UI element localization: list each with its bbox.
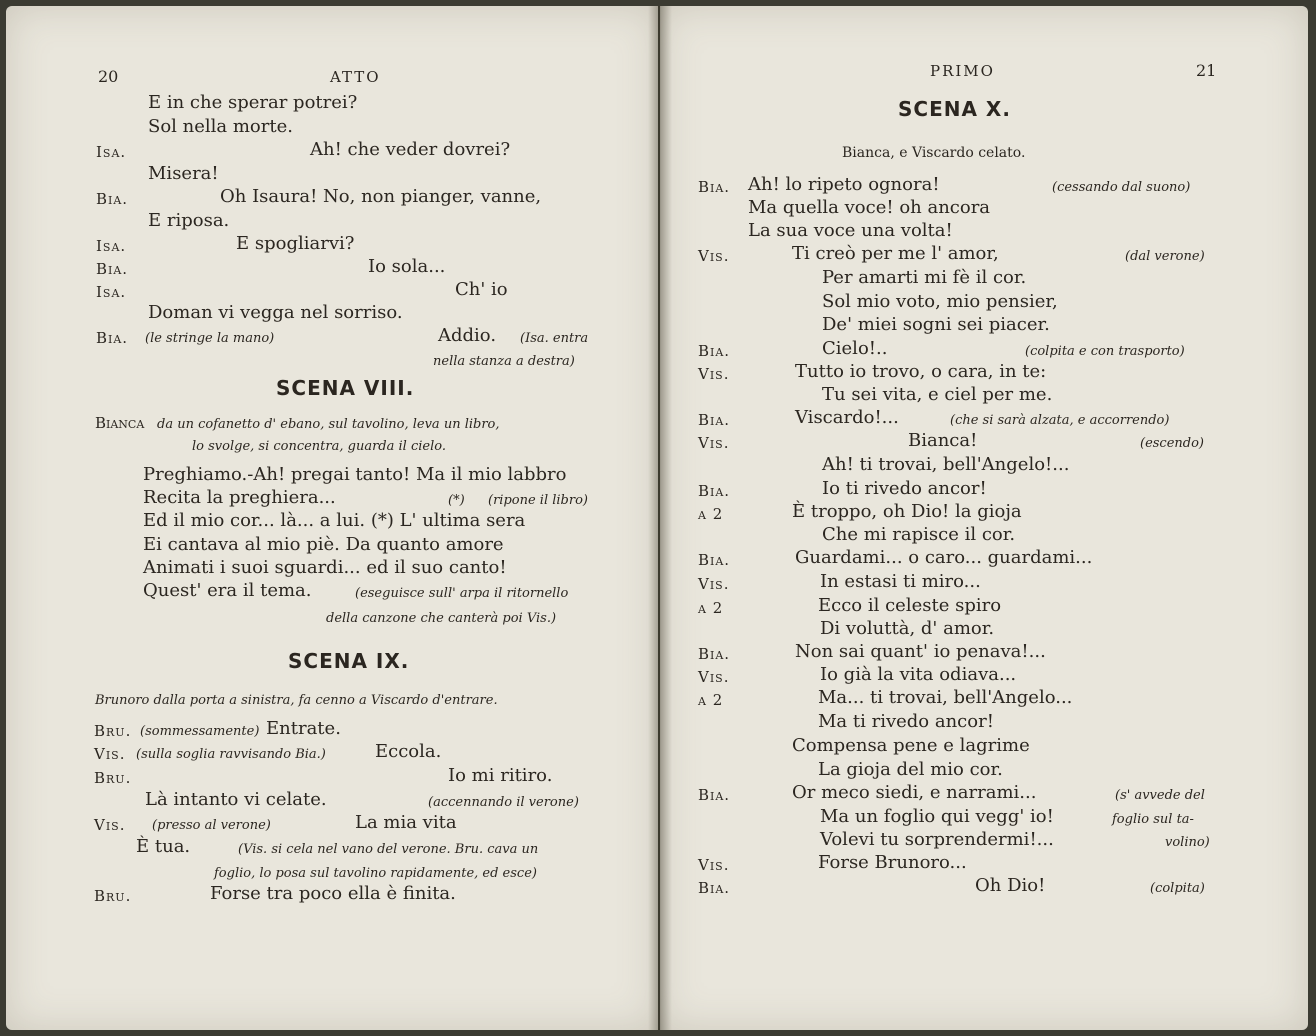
right-speaker: Vis. [698,575,730,593]
right-speaker: a 2 [698,599,724,617]
right-verse-line: La gioja del mio cor. [818,759,1003,780]
right-verse-line: Sol mio voto, mio pensier, [822,291,1058,312]
right-speaker: Bia. [698,879,731,897]
scene-9-speaker: Bru. [94,887,132,905]
left-verse-line: Ah! che veder dovrei? [310,139,511,160]
left-speaker: Bia. [96,260,129,278]
right-stage-direction: (colpita e con trasporto) [1025,344,1185,359]
scene-8-stage-direction: (ripone il libro) [488,493,588,508]
right-stage-direction: (s' avvede del [1115,788,1205,803]
left-verse-line: E in che sperar potrei? [148,92,358,113]
right-verse-line: Forse Brunoro... [818,852,967,873]
left-verse-line: Io sola... [368,256,446,277]
right-verse-line: Per amarti mi fè il cor. [822,267,1027,288]
scene-8-verse-line: Recita la preghiera... [143,487,336,508]
right-verse-line: Ma... ti trovai, bell'Angelo... [818,687,1073,708]
right-speaker: Bia. [698,551,731,569]
left-running-head: ATTO [330,68,381,86]
left-verse-line: Addio. [438,325,497,346]
scene-9-stage-direction: foglio, lo posa sul tavolino rapidamente, ed esce) [214,866,537,881]
right-stage-direction: (cessando dal suono) [1052,180,1191,195]
right-verse-line: Ah! ti trovai, bell'Angelo!... [822,454,1070,475]
scene-8-stage-direction: (eseguisce sull' arpa il ritornello [355,586,569,601]
scene-9-speaker: Bru. [94,722,132,740]
right-stage-direction: volino) [1165,835,1210,850]
right-speaker: Bia. [698,786,731,804]
right-stage-direction: (escendo) [1140,436,1205,451]
scene-9-verse-line: Là intanto vi celate. [145,789,327,810]
right-verse-line: Che mi rapisce il cor. [822,524,1016,545]
right-verse-line: Or meco siedi, e narrami... [792,782,1037,803]
right-verse-line: Volevi tu sorprendermi!... [820,829,1054,850]
right-verse-line: Ah! lo ripeto ognora! [748,174,940,195]
scene-8-caption: da un cofanetto d' ebano, sul tavolino, leva un libro, [157,417,500,432]
left-verse-line: E spogliarvi? [236,233,355,254]
right-verse-line: Ma un foglio qui vegg' io! [820,806,1054,827]
right-verse-line: È troppo, oh Dio! la gioja [792,501,1022,522]
scene-9-speaker: Vis. [94,745,126,763]
right-page-number: 21 [1196,61,1217,80]
scene-9-verse-line: Eccola. [375,741,442,762]
right-speaker: Vis. [698,247,730,265]
right-speaker: Bia. [698,411,731,429]
scene-9-stage-direction: (sommessamente) [140,724,260,739]
scene-9-verse-line: Entrate. [266,718,341,739]
scene-8-footnote-mark: (*) [448,493,465,508]
scene-8-verse-line: Quest' era il tema. [143,580,312,601]
left-verse-line: Doman vi vegga nel sorriso. [148,302,403,323]
scene-9-verse-line: Forse tra poco ella è finita. [210,883,456,904]
right-speaker: Vis. [698,365,730,383]
right-verse-line: Bianca! [908,430,978,451]
right-verse-line: La sua voce una volta! [748,220,953,241]
right-verse-line: Compensa pene e lagrime [792,735,1030,756]
left-stage-direction: nella stanza a destra) [433,354,575,369]
right-verse-line: Ma quella voce! oh ancora [748,197,991,218]
book-gutter [648,6,672,1030]
scene-9-stage-direction: (sulla soglia ravvisando Bia.) [136,747,326,762]
right-verse-line: Ti creò per me l' amor, [792,243,999,264]
right-verse-line: De' miei sogni sei piacer. [822,314,1050,335]
scene-9-verse-line: È tua. [136,836,191,857]
scene-10-title: SCENA X. [898,97,1011,121]
left-verse-line: E riposa. [148,210,230,231]
right-running-head: PRIMO [930,62,995,80]
right-verse-line: Di voluttà, d' amor. [820,618,995,639]
right-stage-direction: (che si sarà alzata, e accorrendo) [950,413,1170,428]
right-verse-line: In estasi ti miro... [820,571,981,592]
right-verse-line: Guardami... o caro... guardami... [795,547,1093,568]
right-speaker: Bia. [698,178,731,196]
left-speaker: Isa. [96,143,127,161]
left-verse-line: Sol nella morte. [148,116,293,137]
right-verse-line: Tu sei vita, e ciel per me. [822,384,1053,405]
left-speaker: Bia. [96,190,129,208]
scene-9-caption: Brunoro dalla porta a sinistra, fa cenno a Viscardo d'entrare. [95,693,498,708]
right-stage-direction: (dal verone) [1125,249,1205,264]
right-speaker: Bia. [698,645,731,663]
right-verse-line: Oh Dio! [975,875,1046,896]
scene-9-stage-direction: (presso al verone) [152,818,271,833]
scene-9-verse-line: Io mi ritiro. [448,765,553,786]
scene-8-caption: lo svolge, si concentra, guarda il cielo. [192,439,446,454]
left-speaker: Bia. [96,329,129,347]
right-speaker: a 2 [698,691,724,709]
scene-9-title: SCENA IX. [288,649,410,673]
right-verse-line: Tutto io trovo, o cara, in te: [795,361,1047,382]
left-verse-line: Misera! [148,163,219,184]
right-verse-line: Io già la vita odiava... [820,664,1017,685]
left-stage-direction: (le stringe la mano) [145,331,275,346]
right-speaker: Vis. [698,856,730,874]
scene-9-stage-direction: (accennando il verone) [428,795,579,810]
right-stage-direction: foglio sul ta- [1112,812,1194,827]
scene-8-verse-line: Ei cantava al mio piè. Da quanto amore [143,534,504,555]
scene-8-verse-line: Preghiamo.-Ah! pregai tanto! Ma il mio labbro [143,464,567,485]
scene-8-verse-line: Animati i suoi sguardi... ed il suo canto! [143,557,507,578]
scene-9-stage-direction: (Vis. si cela nel vano del verone. Bru. cava un [238,842,539,857]
left-page-number: 20 [98,67,119,86]
scene-8-title: SCENA VIII. [276,376,415,400]
scene-8-verse-line: Ed il mio cor... là... a lui. (*) L' ultima sera [143,510,526,531]
right-speaker: Vis. [698,668,730,686]
scene-9-speaker: Vis. [94,816,126,834]
right-verse-line: Cielo!.. [822,338,888,359]
right-verse-line: Ecco il celeste spiro [818,595,1002,616]
right-verse-line: Non sai quant' io penava!... [795,641,1046,662]
left-verse-line: Oh Isaura! No, non pianger, vanne, [220,186,542,207]
scene-10-caption: Bianca, e Viscardo celato. [842,145,1026,161]
right-speaker: Bia. [698,342,731,360]
left-speaker: Isa. [96,283,127,301]
right-speaker: Vis. [698,434,730,452]
right-verse-line: Viscardo!... [795,407,899,428]
right-verse-line: Io ti rivedo ancor! [822,478,987,499]
scene-9-verse-line: La mia vita [355,812,457,833]
right-verse-line: Ma ti rivedo ancor! [818,711,994,732]
left-verse-line: Ch' io [455,279,508,300]
left-speaker: Isa. [96,237,127,255]
left-stage-direction: (Isa. entra [520,331,589,346]
right-speaker: Bia. [698,482,731,500]
right-stage-direction: (colpita) [1150,881,1205,896]
scene-8-caption-name: Bianca [95,414,145,432]
right-speaker: a 2 [698,505,724,523]
scene-8-stage-direction: della canzone che canterà poi Vis.) [326,611,557,626]
scene-9-speaker: Bru. [94,769,132,787]
